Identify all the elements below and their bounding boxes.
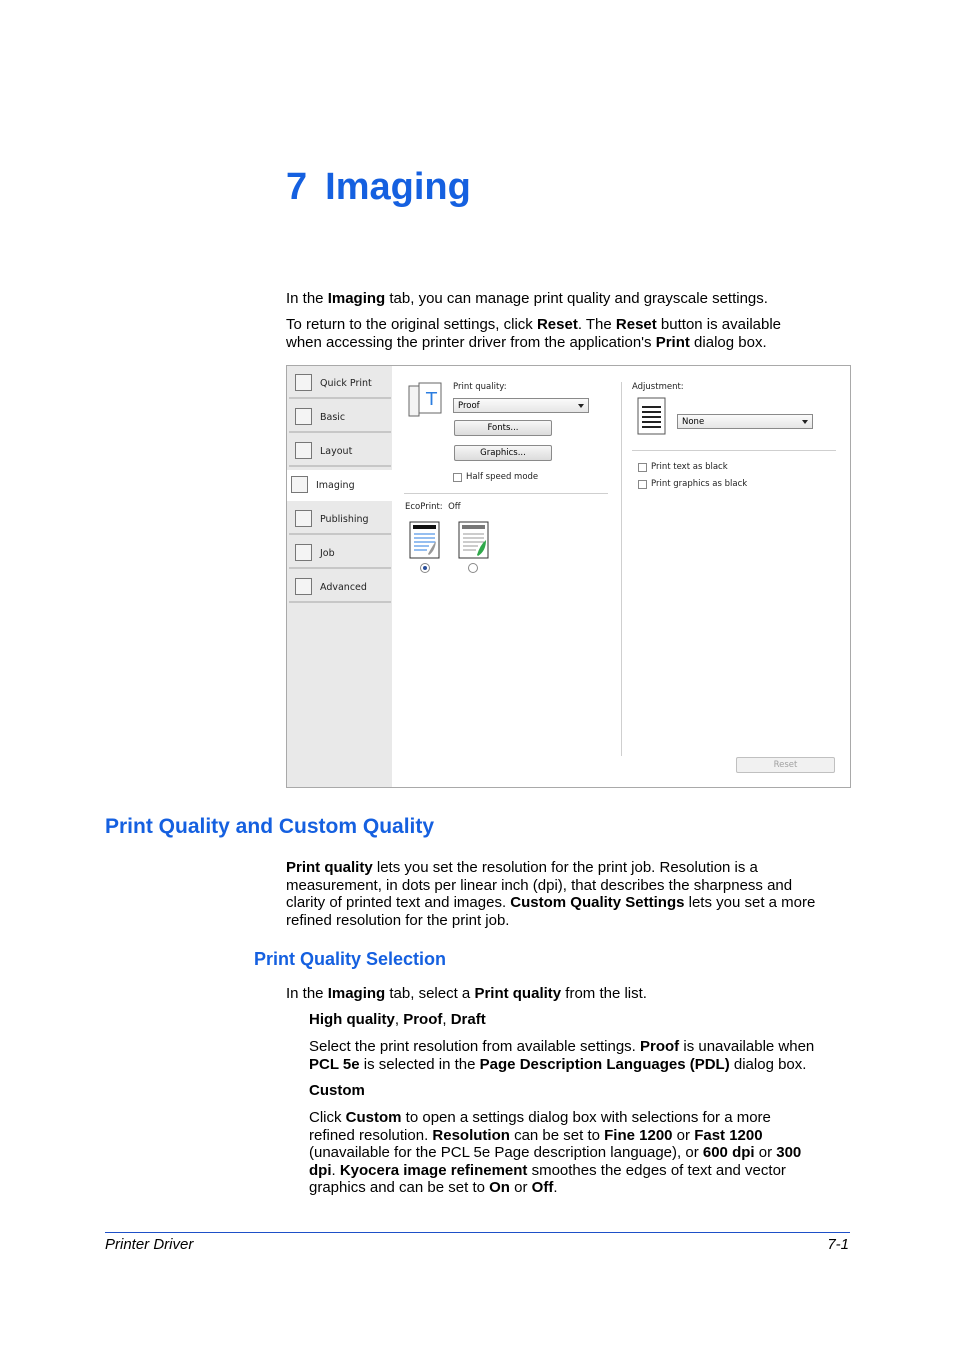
- custom-description: Click Custom to open a settings dialog box with selections for a more refined resolution. Resolution can be set to Fine 1200 or Fast 1200 (unavailable for the PCL 5e Page description language), or 600 dpi or 300 dpi. Kyocera image refinement smoothes the edges of text and vector graphics and can be set to On or Off.: [309, 1109, 802, 1196]
- chevron-down-icon: [802, 420, 808, 424]
- fonts-button[interactable]: Fonts...: [454, 420, 552, 436]
- footer-page-number: 7-1: [827, 1236, 849, 1253]
- section-heading-print-quality-selection: Print Quality Selection: [254, 949, 447, 969]
- ecoprint-on-icon: [458, 521, 490, 559]
- chapter-title: [286, 166, 471, 209]
- basic-icon: [295, 408, 312, 425]
- chevron-down-icon: [578, 404, 584, 408]
- half-speed-label: Half speed mode: [466, 472, 539, 482]
- intro-paragraph-2: To return to the original settings, click Reset. The Reset button is available when accessing the printer driver from the application's Print dialog box.: [286, 316, 782, 351]
- section2-intro: In the Imaging tab, select a Print quality from the list.: [286, 985, 647, 1002]
- adjustment-icon: [637, 397, 667, 435]
- tab-publishing[interactable]: Publishing: [289, 504, 391, 535]
- section1-paragraph: Print quality lets you set the resolution for the print job. Resolution is a measurement, in dots per linear inch (dpi), that describes the sharpness and clarity of printed text and images. Custom Quality Settings lets you set a more refined resolution for the print job.: [286, 859, 816, 929]
- print-text-black-checkbox[interactable]: [638, 463, 647, 472]
- print-quality-label: Print quality:: [453, 382, 507, 392]
- print-quality-icon: [408, 382, 444, 420]
- print-text-black-label: Print text as black: [651, 462, 728, 472]
- chapter-number: 7: [286, 166, 308, 208]
- footer-left: Printer Driver: [105, 1236, 194, 1253]
- ecoprint-off-icon: [409, 521, 441, 559]
- print-graphics-black-checkbox[interactable]: [638, 480, 647, 489]
- tab-basic[interactable]: Basic: [289, 402, 391, 433]
- custom-heading: Custom: [309, 1082, 365, 1099]
- divider: [404, 493, 608, 494]
- quality-options-description: Select the print resolution from available settings. Proof is unavailable when PCL 5e is selected in the Page Description Languages (PDL) dialog box.: [309, 1038, 815, 1073]
- imaging-dialog-screenshot: [286, 365, 851, 788]
- tab-imaging[interactable]: Imaging: [287, 470, 393, 501]
- chapter-name: Imaging: [325, 166, 471, 208]
- layout-icon: [295, 442, 312, 459]
- print-quality-select[interactable]: Proof: [453, 398, 589, 413]
- footer-rule: [105, 1232, 850, 1233]
- panel-divider: [621, 382, 622, 756]
- section-heading-print-quality: Print Quality and Custom Quality: [105, 815, 435, 838]
- svg-text:T: T: [426, 389, 437, 410]
- adjustment-label: Adjustment:: [632, 382, 684, 392]
- job-icon: [295, 544, 312, 561]
- adjustment-select[interactable]: None: [677, 414, 813, 429]
- quick-print-icon: [295, 374, 312, 391]
- ecoprint-label: EcoPrint: Off: [405, 502, 461, 512]
- tab-quick-print[interactable]: Quick Print: [289, 368, 391, 399]
- ecoprint-on-radio[interactable]: [468, 563, 478, 573]
- imaging-icon: [291, 476, 308, 493]
- divider: [632, 450, 836, 451]
- tab-job[interactable]: Job: [289, 538, 391, 569]
- half-speed-checkbox[interactable]: [453, 473, 462, 482]
- tab-advanced[interactable]: Advanced: [289, 572, 391, 603]
- graphics-button[interactable]: Graphics...: [454, 445, 552, 461]
- print-graphics-black-label: Print graphics as black: [651, 479, 748, 489]
- advanced-puzzle-icon: [295, 578, 312, 595]
- quality-options-heading: High quality, Proof, Draft: [309, 1011, 486, 1028]
- tab-layout[interactable]: Layout: [289, 436, 391, 467]
- ecoprint-off-radio[interactable]: [420, 563, 430, 573]
- publishing-icon: [295, 510, 312, 527]
- reset-button[interactable]: Reset: [736, 757, 835, 773]
- intro-paragraph-1: In the Imaging tab, you can manage print quality and grayscale settings.: [286, 290, 768, 307]
